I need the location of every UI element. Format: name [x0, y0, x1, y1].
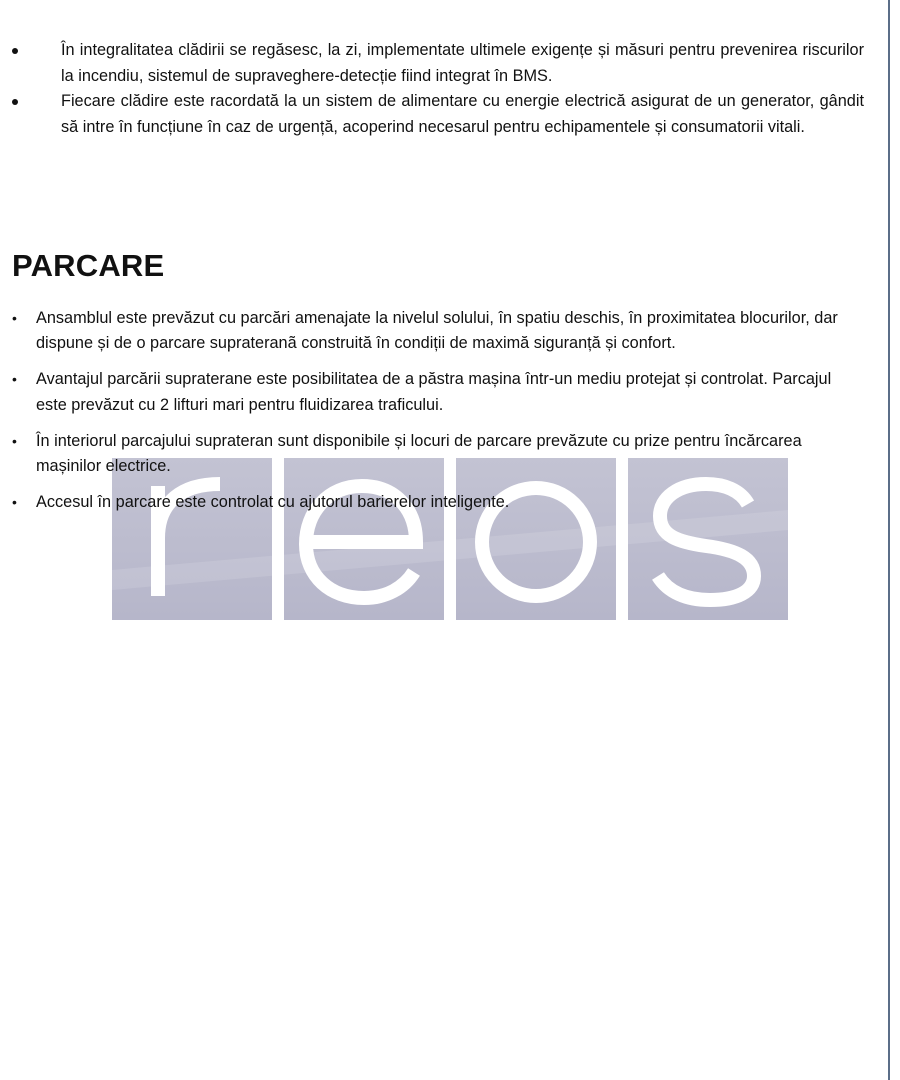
top-bullet-list	[12, 38, 864, 140]
bullet-dot-icon	[12, 99, 18, 105]
page-edge-rule	[888, 0, 890, 1080]
list-item	[12, 38, 864, 89]
bullet-dot-icon	[12, 48, 18, 54]
bullet-glyph: •	[12, 494, 17, 511]
list-item-text: Avantajul parcării supraterane este posibilitatea de a păstra mașina într-un mediu protejat și controlat. Parcajul este prevăzut cu 2 lifturi mari pentru fluidizarea traficului.	[36, 370, 832, 414]
bullet-glyph: •	[12, 432, 17, 449]
bullet-glyph: •	[12, 371, 17, 388]
list-item-text: Accesul în parcare este controlat cu ajutorul barierelor inteligente.	[36, 493, 510, 512]
list-item	[12, 367, 842, 417]
list-item-text: În integralitatea clădirii se regăsesc, la zi, implementate ultimele exigențe și măsuri pentru prevenirea riscurilor la incendiu, sistemul de supraveghere-detecție fiind integrat în BMS.	[61, 41, 864, 85]
list-item	[12, 490, 842, 515]
list-item-text: Fiecare clădire este racordată la un sistem de alimentare cu energie electrică asigurat de un generator, gândit să intre în funcțiune în caz de urgență, acoperind necesarul pentru echipamentele și consumatorii vitali.	[61, 92, 864, 136]
list-item-text: În interiorul parcajului suprateran sunt disponibile și locuri de parcare prevăzute cu prize pentru încărcarea mașinilor electrice.	[36, 431, 802, 476]
parking-bullet-list	[12, 306, 842, 526]
list-item	[12, 89, 864, 140]
bullet-glyph: •	[12, 310, 17, 326]
list-item-text: Ansamblul este prevăzut cu parcări amenajate la nivelul solului, în spatiu deschis, în proximitatea blocurilor, dar dispune și de o parcare suprateranã construită în condiții de maximă siguranță și confort.	[36, 309, 838, 353]
section-title: PARCARE	[12, 248, 165, 283]
list-item	[12, 306, 842, 356]
list-item	[12, 429, 842, 479]
